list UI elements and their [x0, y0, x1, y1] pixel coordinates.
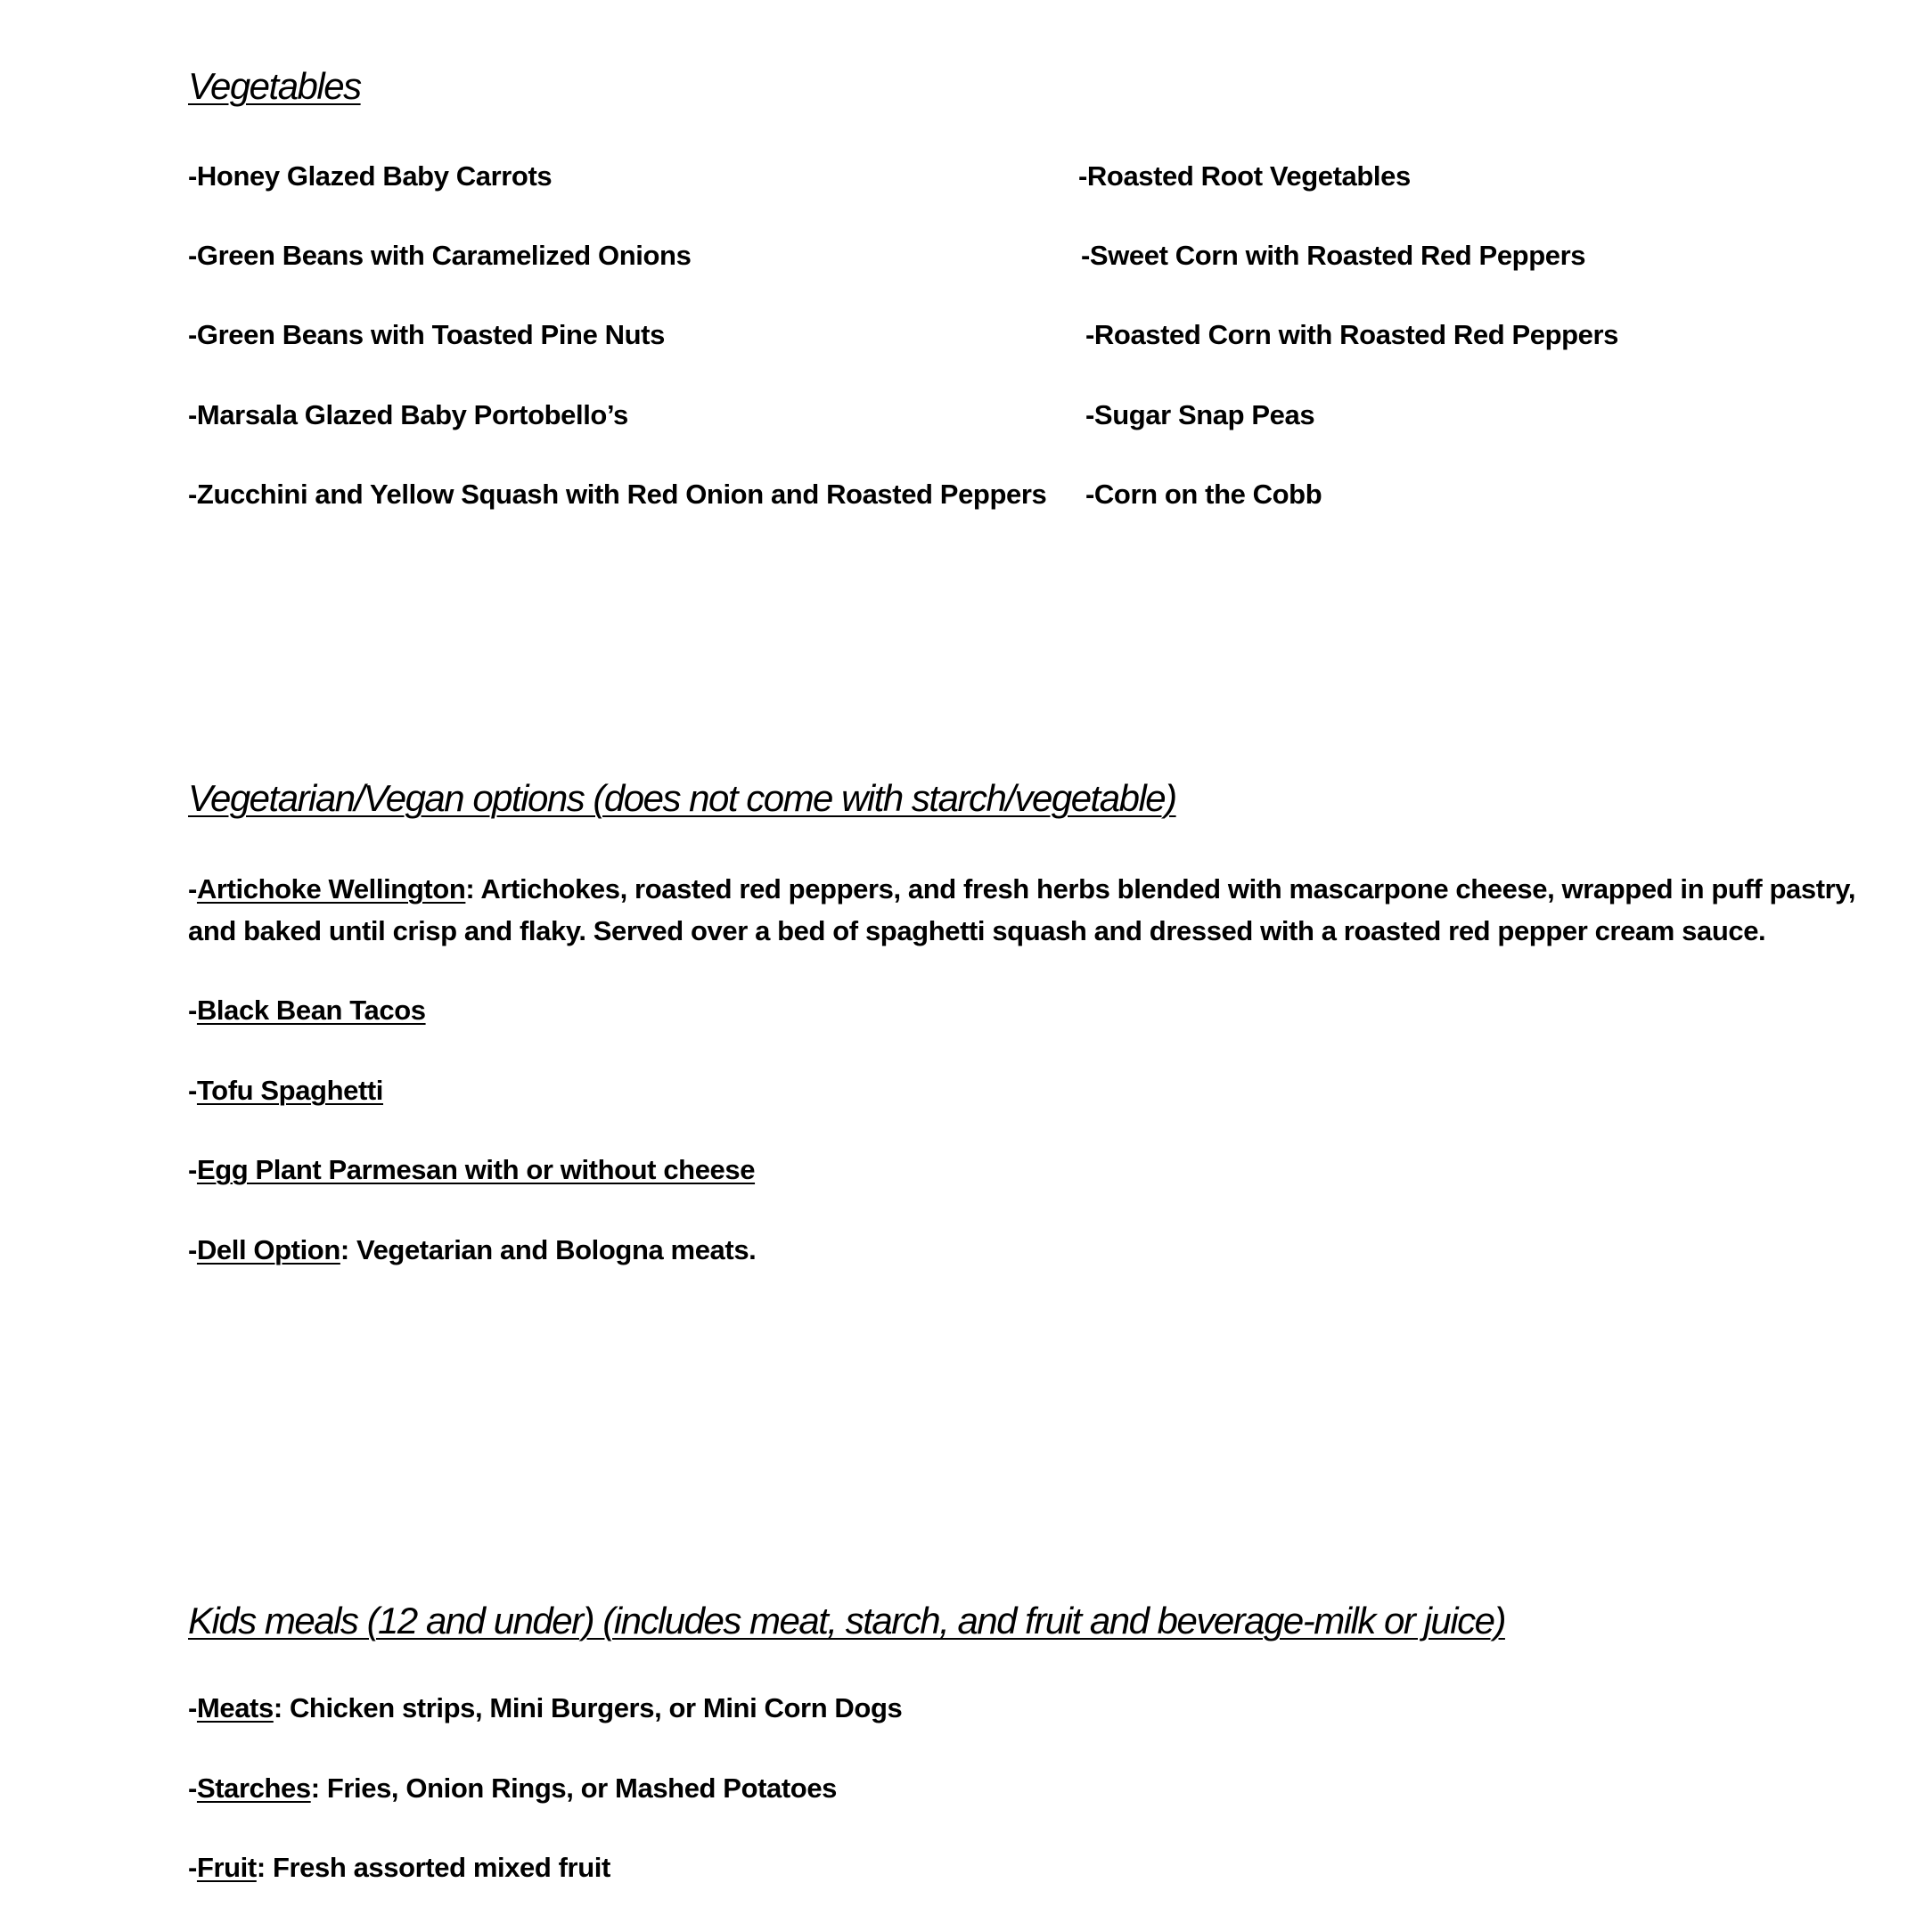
item-name: Egg Plant Parmesan with or without cheese — [196, 1154, 756, 1185]
kids-meals-heading: Kids meals (12 and under) (includes meat, starch, and fruit and beverage-milk or juice) — [188, 1600, 1505, 1641]
vegetarian-heading: Vegetarian/Vegan options (does not come with starch/vegetable) — [188, 777, 1176, 819]
vegetables-heading: Vegetables — [188, 65, 361, 107]
vegetable-item: -Marsala Glazed Baby Portobello’s — [188, 399, 628, 430]
item-prefix: - — [188, 873, 197, 905]
item-prefix: - — [188, 1772, 197, 1804]
item-prefix: - — [188, 995, 197, 1026]
kids-item-meats — [188, 1692, 902, 1724]
item-name: Tofu Spaghetti — [196, 1075, 384, 1106]
item-description: : Vegetarian and Bologna meats. — [340, 1234, 757, 1265]
item-description: : Fresh assorted mixed fruit — [256, 1852, 610, 1883]
vegetable-item: -Green Beans with Caramelized Onions — [188, 240, 692, 271]
vegetarian-item-dell-option — [188, 1234, 756, 1266]
item-name: Dell Option — [196, 1234, 340, 1265]
vegetarian-item-tofu-spaghetti — [188, 1075, 383, 1107]
vegetarian-item-black-bean-tacos — [188, 995, 426, 1027]
vegetable-item: -Roasted Corn with Roasted Red Peppers — [1085, 319, 1619, 350]
item-name: Fruit — [196, 1852, 257, 1883]
vegetable-item: -Sweet Corn with Roasted Red Peppers — [1081, 240, 1586, 271]
vegetable-item: -Zucchini and Yellow Squash with Red Onion and Roasted Peppers — [188, 479, 1047, 510]
item-prefix: - — [188, 1154, 197, 1185]
item-name: Artichoke Wellington — [196, 873, 466, 905]
item-prefix: - — [188, 1234, 197, 1265]
vegetable-item: -Green Beans with Toasted Pine Nuts — [188, 319, 665, 350]
item-prefix: - — [188, 1692, 197, 1723]
item-name: Meats — [196, 1692, 274, 1723]
vegetarian-item-egg-plant-parmesan — [188, 1154, 755, 1186]
vegetable-item: -Sugar Snap Peas — [1085, 399, 1315, 430]
kids-item-fruit — [188, 1852, 610, 1884]
item-description: : Artichokes, roasted red peppers, and fresh herbs blended with mascarpone cheese, wrapped in puff pastry, and baked until crisp and flaky. Served over a bed of spaghetti squash and dressed with a roasted red pepper cream sauce. — [188, 873, 1856, 946]
vegetable-item: -Roasted Root Vegetables — [1078, 160, 1411, 192]
item-prefix: - — [188, 1075, 197, 1106]
item-prefix: - — [188, 1852, 197, 1883]
item-description: : Fries, Onion Rings, or Mashed Potatoes — [310, 1772, 838, 1804]
vegetarian-item-artichoke-wellington — [188, 868, 1881, 952]
item-name: Starches — [196, 1772, 311, 1804]
item-name: Black Bean Tacos — [196, 995, 426, 1026]
vegetable-item: -Honey Glazed Baby Carrots — [188, 160, 553, 192]
kids-item-starches — [188, 1772, 837, 1805]
vegetable-item: -Corn on the Cobb — [1085, 479, 1322, 510]
item-description: : Chicken strips, Mini Burgers, or Mini Corn Dogs — [273, 1692, 903, 1723]
